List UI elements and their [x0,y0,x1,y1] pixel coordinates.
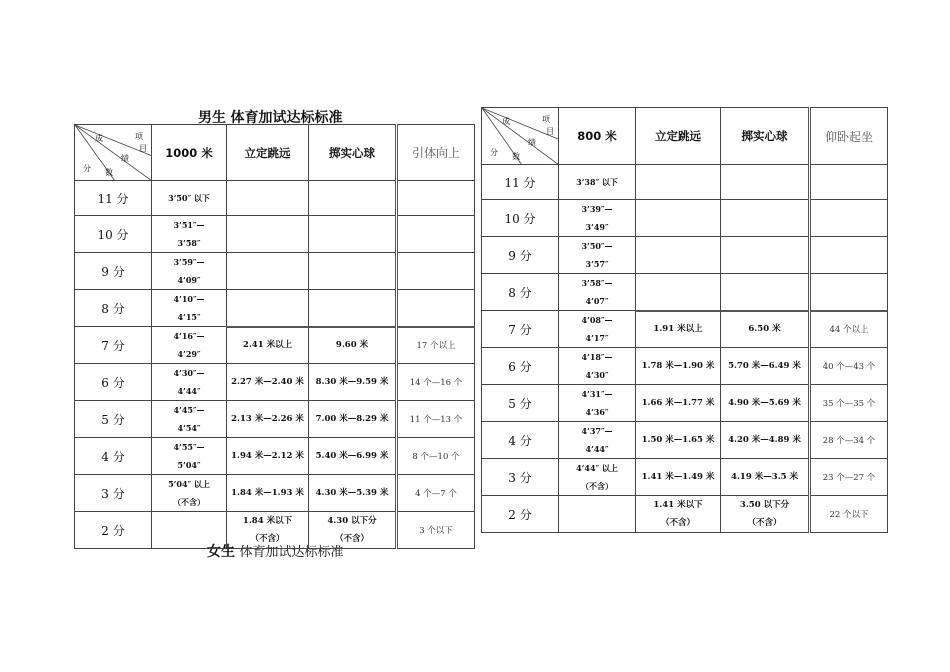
boys-row [75,253,475,290]
boys-corner-label: 目 [139,144,147,153]
boys-jump-cell [227,512,309,549]
girls-run-cell [559,200,636,237]
girls-corner-label: 成 [502,117,510,127]
boys-run-line: 4’55″— [173,442,205,452]
boys-ball-line: 9.60 米 [335,340,369,351]
girls-run-line: 4’44″ [585,444,609,454]
girls-jump-line: 1.91 米以上 [653,324,703,335]
boys-ball-cell [309,475,397,512]
girls-jump-cell [636,385,721,422]
girls-run-cell [559,459,636,496]
boys-run-line: 4’10″— [173,294,205,304]
girls-run-cell [559,496,636,533]
girls-run-line: 4’44″ 以上 [576,463,618,473]
girls-sit-cell [810,200,888,237]
girls-score-cell: 2 分 [482,496,559,533]
boys-pull-cell [397,253,475,290]
girls-header-2: 掷实心球 [721,108,810,165]
girls-run-line: 3’57″ [585,259,609,269]
girls-ball-cell [721,274,810,311]
boys-corner-label: 数 [105,168,113,177]
boys-ball-cell [309,290,397,327]
boys-jump-cell [227,401,309,438]
girls-jump-cell [636,237,721,274]
boys-run-line: 3’51″— [173,220,205,230]
boys-pull-cell: 17 个以上 [397,327,475,364]
boys-jump-cell [227,216,309,253]
boys-ball-line: 7.00 米—8.29 米 [315,414,389,424]
girls-jump-cell [636,422,721,459]
boys-score-cell: 8 分 [75,290,152,327]
girls-sit-cell: 22 个以下 [810,496,888,533]
girls-run-cell [559,422,636,459]
girls-ball-line: 4.20 米—4.89 米 [728,435,801,445]
girls-row [482,237,888,274]
girls-run-line: 4’17″ [585,333,609,343]
boys-pull-cell: 11 个—13 个 [397,401,475,438]
girls-jump-line: 1.78 米—1.90 米 [641,361,715,371]
boys-row [75,475,475,512]
boys-jump-line: 2.13 米—2.26 米 [231,414,304,424]
girls-ball-cell [721,496,810,533]
boys-run-line: 5’04″ 以上 [168,479,210,489]
boys-jump-line: 1.84 米—1.93 米 [231,488,304,498]
boys-corner-label: 成 [95,134,103,143]
boys-score-cell: 3 分 [75,475,152,512]
girls-jump-cell [636,348,721,385]
boys-run-cell [152,475,227,512]
girls-run-line: 4’18″— [581,352,613,362]
girls-run-cell [559,274,636,311]
boys-run-cell [152,253,227,290]
girls-ball-cell [721,348,810,385]
boys-row [75,327,475,364]
girls-sit-cell: 35 个—35 个 [810,385,888,422]
boys-run-line: 3’58″ [177,238,201,248]
boys-ball-line: 8.30 米—9.59 米 [315,377,389,387]
boys-row [75,438,475,475]
boys-header-2: 掷实心球 [309,125,397,181]
girls-ball-line: （不含） [747,518,782,528]
boys-run-line: 4’54″ [177,423,201,433]
girls-title-sub: 体育加试达标标准 [239,545,344,560]
girls-run-line: 4’30″ [585,370,609,380]
girls-score-cell: 6 分 [482,348,559,385]
boys-run-cell [152,216,227,253]
girls-score-cell: 7 分 [482,311,559,348]
boys-pull-cell [397,216,475,253]
boys-score-cell: 7 分 [75,327,152,364]
girls-corner-label: 分 [490,147,498,157]
girls-score-cell: 3 分 [482,459,559,496]
boys-run-line: 5’04″ [177,460,201,470]
girls-ball-cell [721,422,810,459]
boys-jump-cell [227,181,309,216]
boys-run-line: 4’16″— [173,331,205,341]
boys-jump-line: 1.94 米—2.12 米 [231,451,304,461]
boys-ball-cell [309,181,397,216]
boys-run-line: 4’44″ [177,386,201,396]
girls-run-line: 3’49″ [585,222,609,232]
girls-jump-line: （不含） [660,518,695,528]
boys-jump-cell [227,253,309,290]
boys-ball-line: （不含） [334,534,369,544]
boys-run-cell [152,181,227,216]
girls-header-1: 立定跳远 [636,108,721,165]
girls-score-cell: 9 分 [482,237,559,274]
girls-run-cell [559,311,636,348]
girls-run-line: 3’50″— [581,241,613,251]
girls-jump-cell [636,496,721,533]
boys-header-0: 1000 米 [152,125,227,181]
boys-run-line: （不含） [173,497,205,507]
girls-score-cell: 4 分 [482,422,559,459]
boys-score-cell: 2 分 [75,512,152,549]
girls-standards-table [481,107,888,533]
girls-ball-line: 4.19 米—3.5 米 [731,472,798,482]
girls-row [482,165,888,200]
boys-score-cell: 4 分 [75,438,152,475]
girls-ball-cell [721,237,810,274]
girls-run-cell [559,348,636,385]
girls-row [482,274,888,311]
boys-pull-cell: 14 个—16 个 [397,364,475,401]
boys-ball-cell [309,401,397,438]
boys-corner-label: 项 [135,132,143,141]
boys-ball-cell [309,364,397,401]
boys-run-line: 4’09″ [177,275,201,285]
girls-run-cell [559,237,636,274]
girls-jump-line: 1.41 米以下 [653,500,703,510]
girls-title-main: 女生 [207,544,235,560]
boys-run-line: 3’59″— [173,257,205,267]
girls-score-cell: 11 分 [482,165,559,200]
girls-jump-cell [636,200,721,237]
boys-jump-line: 2.41 米以上 [242,340,293,351]
girls-run-line: 4’08″— [581,315,613,325]
girls-ball-line: 4.90 米—5.69 米 [728,398,801,408]
girls-ball-cell [721,311,810,348]
girls-run-line: 4’36″ [585,407,609,417]
boys-score-cell: 11 分 [75,181,152,216]
girls-header-3: 仰卧起坐 [810,108,888,165]
boys-row [75,512,475,549]
girls-run-line: 3’58″— [581,278,613,288]
boys-score-cell: 5 分 [75,401,152,438]
boys-run-cell [152,401,227,438]
girls-corner-label: 目 [546,127,554,137]
boys-run-cell [152,290,227,327]
boys-row [75,216,475,253]
boys-jump-cell [227,364,309,401]
boys-ball-line: 4.30 以下分 [327,516,377,526]
boys-header-row [75,125,475,181]
boys-corner-label: 分 [83,164,91,173]
girls-jump-cell [636,165,721,200]
boys-ball-line: 4.30 米—5.39 米 [315,488,389,498]
girls-run-cell [559,165,636,200]
girls-row [482,311,888,348]
boys-jump-line: 1.84 米以下 [242,516,293,526]
girls-row [482,459,888,496]
boys-run-line: 4’15″ [177,312,201,322]
girls-ball-cell [721,200,810,237]
girls-jump-cell [636,274,721,311]
girls-jump-line: 1.50 米—1.65 米 [641,435,715,445]
boys-ball-cell [309,438,397,475]
boys-jump-cell [227,290,309,327]
boys-run-line: 4’45″— [173,405,205,415]
boys-header-1: 立定跳远 [227,125,309,181]
boys-jump-cell [227,438,309,475]
girls-score-cell: 10 分 [482,200,559,237]
boys-pull-cell: 4 个—7 个 [397,475,475,512]
boys-pull-cell: 3 个以下 [397,512,475,549]
girls-sit-cell: 40 个—43 个 [810,348,888,385]
girls-header-0: 800 米 [559,108,636,165]
boys-header-3: 引体向上 [397,125,475,181]
boys-score-cell: 9 分 [75,253,152,290]
boys-title-main: 男生 [198,110,226,126]
girls-jump-cell [636,459,721,496]
girls-score-cell: 5 分 [482,385,559,422]
girls-ball-cell [721,165,810,200]
girls-run-line: 4’31″— [581,389,613,399]
boys-title-sub: 体育加试达标标准 [230,110,343,126]
girls-score-cell: 8 分 [482,274,559,311]
boys-jump-cell [227,475,309,512]
girls-sit-cell: 44 个以上 [810,311,888,348]
boys-ball-cell [309,327,397,364]
boys-standards-table [74,124,475,549]
boys-row [75,364,475,401]
girls-row [482,348,888,385]
girls-sit-cell [810,274,888,311]
boys-score-cell: 10 分 [75,216,152,253]
boys-pull-cell [397,181,475,216]
girls-sit-cell: 23 个—27 个 [810,459,888,496]
boys-corner-label: 绩 [121,154,129,163]
boys-row [75,290,475,327]
girls-corner-label: 项 [542,115,550,125]
boys-row [75,401,475,438]
girls-run-line: 4’37″— [581,426,613,436]
boys-ball-cell [309,216,397,253]
boys-row [75,181,475,216]
boys-corner-cell [75,125,152,181]
girls-sit-cell [810,237,888,274]
boys-ball-line: 5.40 米—6.99 米 [315,451,389,461]
girls-sit-cell [810,165,888,200]
girls-ball-cell [721,385,810,422]
girls-ball-line: 5.70 米—6.49 米 [728,361,801,371]
girls-run-line: 3’38″ 以下 [576,177,618,187]
girls-row [482,200,888,237]
boys-score-cell: 6 分 [75,364,152,401]
girls-ball-cell [721,459,810,496]
boys-run-cell [152,364,227,401]
boys-jump-line: 2.27 米—2.40 米 [231,377,304,387]
boys-pull-cell: 8 个—10 个 [397,438,475,475]
girls-run-cell [559,385,636,422]
girls-ball-line: 6.50 米 [748,324,781,335]
girls-jump-line: 1.66 米—1.77 米 [641,398,715,408]
boys-ball-cell [309,253,397,290]
girls-jump-line: 1.41 米—1.49 米 [641,472,715,482]
girls-row [482,422,888,459]
girls-run-line: 3’39″— [581,204,613,214]
boys-ball-cell [309,512,397,549]
girls-ball-line: 3.50 以下分 [739,500,790,510]
boys-run-line: 4’29″ [177,349,201,359]
boys-run-line: 3’50″ 以下 [168,193,210,203]
girls-corner-label: 绩 [528,137,536,147]
boys-run-cell [152,327,227,364]
girls-corner-cell [482,108,559,165]
girls-run-line: （不含） [581,481,613,491]
boys-pull-cell [397,290,475,327]
boys-run-line: 4’30″— [173,368,205,378]
girls-jump-cell [636,311,721,348]
boys-run-cell [152,512,227,549]
boys-jump-cell [227,327,309,364]
girls-row [482,496,888,533]
girls-run-line: 4’07″ [585,296,609,306]
boys-jump-line: （不含） [250,534,285,544]
girls-header-row [482,108,888,165]
girls-row [482,385,888,422]
boys-run-cell [152,438,227,475]
girls-sit-cell: 28 个—34 个 [810,422,888,459]
girls-corner-label: 数 [512,151,520,161]
